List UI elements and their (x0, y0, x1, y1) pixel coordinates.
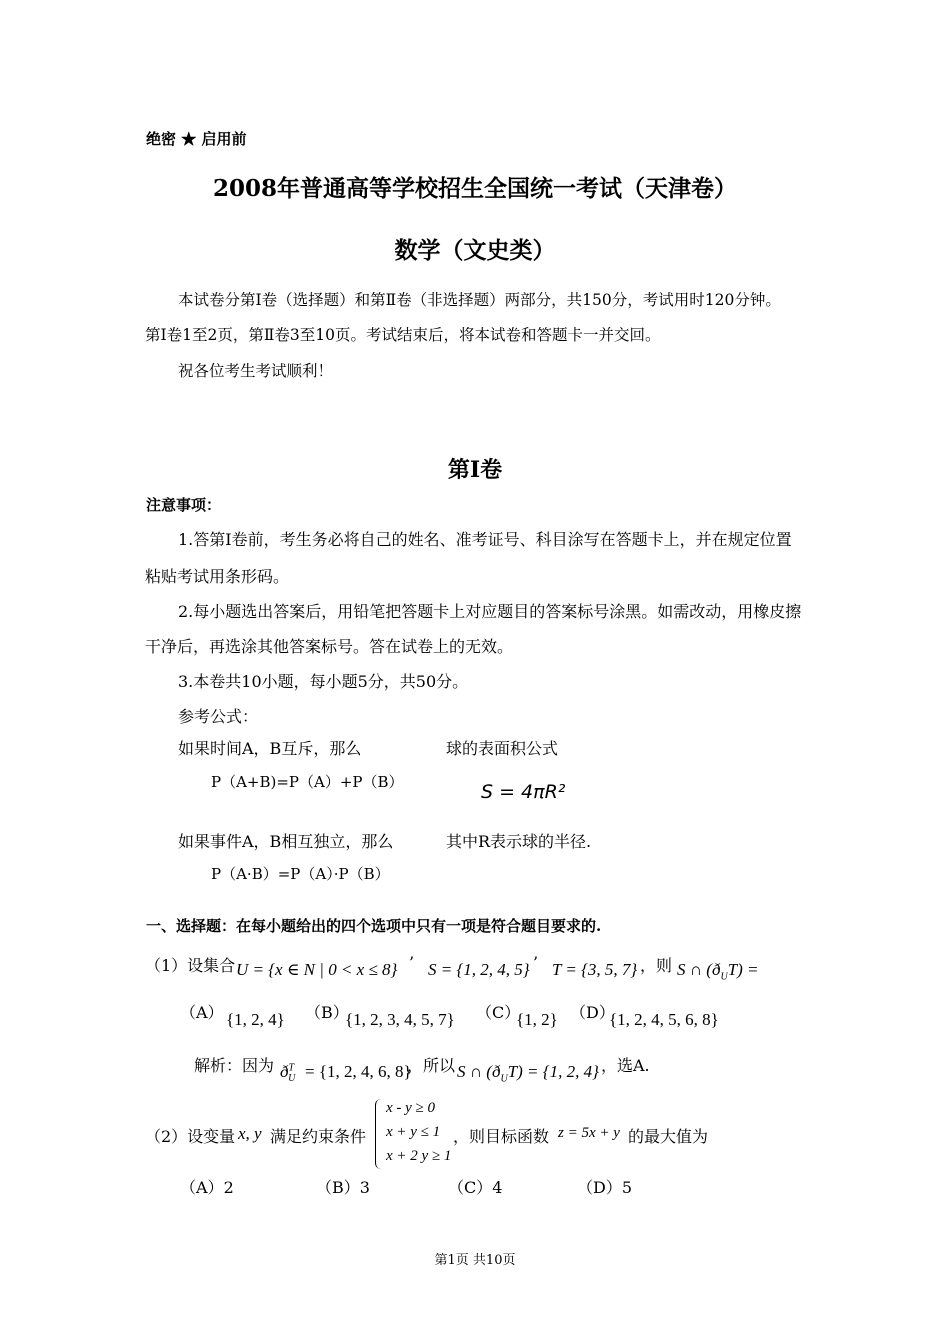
q2-objective-label: ，则目标函数 (453, 1127, 550, 1146)
intro-line-3: 祝各位考生考试顺利！ (178, 362, 334, 380)
q1-solution-end: ，选A. (601, 1056, 650, 1075)
q2-option-c: （C）4 (448, 1178, 503, 1197)
q2-constraint-label: 满足约束条件 (270, 1127, 367, 1146)
q2-option-d: （D）5 (577, 1178, 633, 1197)
q1-option-d-label: （D） (570, 1003, 615, 1022)
formula-3-condition: 如果事件A，B相互独立，那么 (178, 832, 394, 851)
q1-option-c-label: （C） (476, 1003, 521, 1022)
q1-comma-2: ’ (533, 953, 539, 972)
note-2a: 2.每小题选出答案后，用铅笔把答题卡上对应题目的答案标号涂黑。如需改动，用橡皮擦 (178, 602, 802, 621)
q1-option-a-label: （A） (180, 1003, 224, 1022)
formula-2-title: 球的表面积公式 (446, 739, 559, 758)
note-1b: 粘贴考试用条形码。 (145, 567, 290, 586)
constraint-1: x - y ≥ 0 (386, 1100, 436, 1116)
part-heading: 第Ⅰ卷 (447, 457, 503, 483)
q1-set-s: S = {1, 2, 4, 5} (428, 960, 530, 979)
note-2b: 干净后，再选涂其他答案标号。答在试卷上的无效。 (145, 637, 514, 656)
intro-line-1: 本试卷分第Ⅰ卷（选择题）和第Ⅱ卷（非选择题）两部分，共150分，考试用时120分钟。 (178, 291, 781, 309)
q2-end: 的最大值为 (628, 1127, 709, 1146)
radius-note: 其中R表示球的半径. (446, 832, 592, 851)
q1-option-c-value: {1, 2} (516, 1010, 558, 1029)
intro-line-2: 第Ⅰ卷1至2页，第Ⅱ卷3至10页。考试结束后，将本试卷和答题卡一并交回。 (145, 326, 661, 344)
confidential-label: 绝密 ★ 启用前 (146, 130, 247, 148)
q2-option-b: （B）3 (316, 1178, 370, 1197)
formula-3: P（A·B）=P（A）·P（B） (211, 865, 390, 883)
q1-solution-prefix: 解析：因为 (194, 1056, 275, 1075)
q1-comma-1: ’ (409, 953, 415, 972)
constraint-2: x + y ≤ 1 (386, 1124, 441, 1140)
page-footer: 第1页 共10页 (434, 1253, 516, 1268)
note-1a: 1.答第Ⅰ卷前，考生务必将自己的姓名、准考证号、科目涂写在答题卡上，并在规定位置 (178, 530, 792, 549)
q1-option-b-label: （B） (305, 1003, 349, 1022)
constraint-3: x + 2 y ≥ 1 (386, 1148, 452, 1164)
q2-prefix: （2）设变量 (145, 1127, 236, 1146)
q1-option-d-value: {1, 2, 4, 5, 6, 8} (609, 1010, 719, 1029)
q1-then: ，则 (640, 956, 673, 975)
q1-prefix: （1）设集合 (145, 956, 236, 975)
formula-1: P（A+B)=P（A）+P（B） (211, 773, 404, 791)
note-3: 3.本卷共10小题，每小题5分，共50分。 (178, 672, 469, 691)
q2-variables: x, y (238, 1124, 262, 1143)
q1-solution-set: = {1, 2, 4, 6, 8} (305, 1062, 412, 1081)
sphere-area-formula: S = 4πR² (481, 781, 566, 803)
q1-set-u: U = {x ∈ N | 0 < x ≤ 8} (236, 960, 398, 979)
section-title: 一、选择题：在每小题给出的四个选项中只有一项是符合题目要求的. (146, 917, 602, 935)
q1-solution-mid: ，所以 (407, 1056, 456, 1075)
reference-title: 参考公式： (178, 707, 259, 726)
exam-title: 2008年普通高等学校招生全国统一考试（天津卷） (212, 175, 737, 202)
q1-set-t: T = {3, 5, 7} (552, 960, 638, 979)
q1-option-b-value: {1, 2, 3, 4, 5, 7} (345, 1010, 455, 1029)
q2-option-a: （A）2 (180, 1178, 234, 1197)
exam-subtitle: 数学（文史类） (394, 237, 556, 264)
notes-title: 注意事项： (146, 496, 222, 514)
q1-option-a-value: {1, 2, 4} (226, 1010, 285, 1029)
formula-1-condition: 如果时间A，B互斥，那么 (178, 739, 362, 758)
constraint-brace (375, 1099, 382, 1169)
q1-expression: S ∩ $(ð_UT)$ = (677, 960, 759, 983)
q2-objective: z = 5x + y (558, 1125, 620, 1141)
q1-solution-complement: $ð^T_U$ (280, 1062, 296, 1085)
q1-solution-expression: S ∩ $(ð_UT) = \{1$, 2, 4} (457, 1062, 599, 1085)
